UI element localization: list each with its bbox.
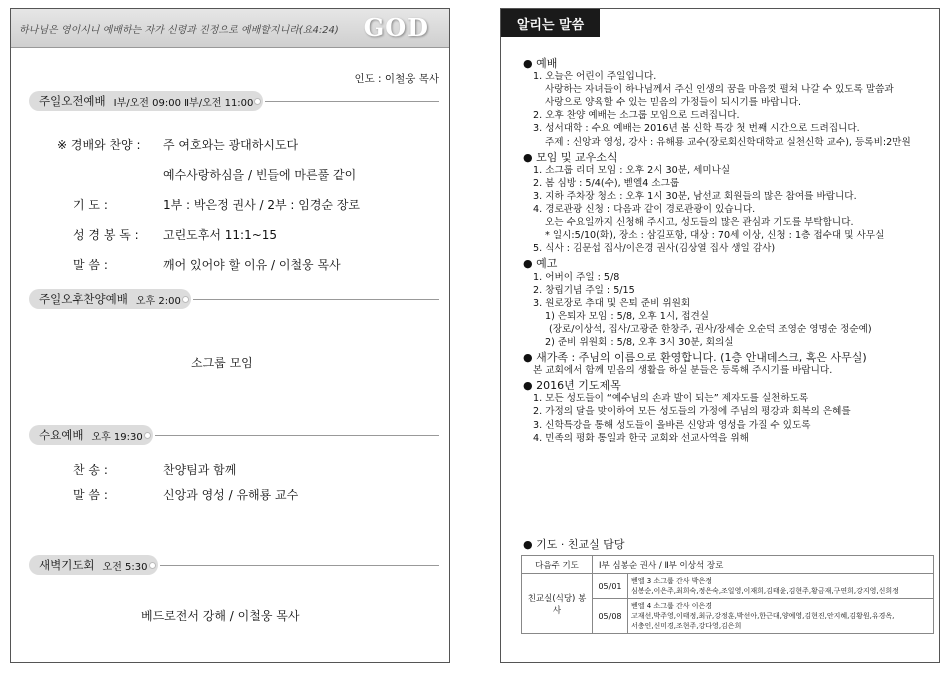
- table-head-label: 다음주 기도: [522, 556, 593, 574]
- morning-row-sermon: 말 씀 : 깨어 있어야 할 이유 / 이철웅 목사: [73, 258, 341, 272]
- morning-row-scripture: 성 경 봉 독 : 고린도후서 11:1~15: [73, 228, 278, 242]
- wednesday-row-sermon: 말 씀 : 신앙과 영성 / 유해룡 교수: [73, 488, 299, 502]
- god-logo: GOD: [363, 13, 429, 42]
- wednesday-time: 오후 19:30: [91, 431, 143, 443]
- morning-row-songs: 예수사랑하심을 / 빈들에 마른풀 같이: [163, 168, 357, 182]
- announcements-panel: [500, 8, 940, 663]
- leader-text: 인도 : 이철웅 목사: [354, 73, 439, 85]
- announcement-line: 사랑으로 양육할 수 있는 믿음의 가정들이 되시기를 바랍니다.: [545, 97, 802, 109]
- section-dawn-prayer: [29, 555, 439, 575]
- wednesday-row-hymn: 찬 송 : 찬양팀과 함께: [73, 463, 237, 477]
- announcement-line: 3. 원로장로 추대 및 은퇴 준비 위원회: [533, 297, 691, 309]
- wednesday-title: 수요예배: [39, 428, 84, 442]
- announcement-line: 4. 경로관광 신청 : 다음과 같이 경로관광이 있습니다.: [533, 204, 756, 216]
- entry-date: 05/08: [593, 599, 628, 634]
- banner-verse: 하나님은 영이시니 예배하는 자가 신령과 진정으로 예배할지니라(요4:24): [19, 25, 339, 36]
- announcement-heading: ● 모임 및 교우소식: [523, 150, 618, 164]
- announcement-line: 1. 어버이 주일 : 5/8: [533, 271, 620, 283]
- dawn-time: 오전 5:30: [102, 561, 148, 573]
- dawn-title: 새벽기도회: [39, 558, 95, 572]
- announcement-line: 4. 민족의 평화 통일과 한국 교회와 선교사역을 위해: [533, 432, 749, 444]
- dawn-body: 베드로전서 강해 / 이철웅 목사: [141, 609, 300, 623]
- announcement-line: 1. 소그룹 리더 모임 : 오후 2시 30분, 세미나실: [533, 164, 731, 176]
- announcement-line: 주제 : 신앙과 영성, 강사 : 유해룡 교수(장로회신학대학교 실천신학 교수), 등록비:2만원: [545, 136, 911, 148]
- morning-title: 주일오전예배: [39, 94, 106, 108]
- table-row: [522, 574, 934, 599]
- announcement-line: 2. 오후 찬양 예배는 소그룹 모임으로 드려집니다.: [533, 110, 740, 122]
- announcement-line: 1. 모든 성도들이 “예수님의 손과 발이 되는” 제자도를 실천하도록: [533, 393, 809, 405]
- announcement-heading: ● 예배: [523, 57, 558, 70]
- table-row-label: 친교실(식당) 봉사: [522, 574, 593, 634]
- prayer-duty-title: ● 기도 · 친교실 담당: [523, 538, 625, 551]
- announcement-line: 5. 식사 : 김문섭 집사/이은경 권사(김상열 집사 생일 감사): [533, 243, 776, 255]
- entry-detail: 벧엘 4 소그룹 간사 이은경 고재선,박주영,이태정,최규,강정훈,박선아,한근대,양예영,김현진,안지혜,김황원,유경옥, 서충인,신미경,조현주,강다영,김은희: [628, 599, 934, 634]
- announcement-line: 1) 은퇴자 모임 : 5/8, 오후 1시, 접견실: [545, 310, 710, 322]
- announcement-line: 2) 준비 위원회 : 5/8, 오후 3시 30분, 회의실: [545, 336, 734, 348]
- worship-order-panel: [10, 8, 450, 663]
- announcement-heading: ● 새가족 : 주님의 이름으로 환영합니다. (1층 안내데스크, 혹은 사무실): [523, 351, 867, 365]
- prayer-duty-table: [521, 555, 934, 634]
- announcement-line: 사랑하는 자녀들이 하나님께서 주신 인생의 꿈을 마음껏 펼쳐 나갈 수 있도록 말씀과: [545, 84, 894, 96]
- announcement-line: 3. 신학특강을 통해 성도들이 올바른 신앙과 영성을 가질 수 있도록: [533, 419, 811, 431]
- announcement-line: 2. 창립기념 주일 : 5/15: [533, 284, 635, 296]
- table-row: [522, 556, 934, 574]
- announcement-line: * 일시:5/10(화), 장소 : 삼길포항, 대상 : 70세 이상, 신청 : 1층 접수대 및 사무실: [545, 230, 885, 242]
- section-wednesday-worship: [29, 425, 439, 445]
- announcement-line: 본 교회에서 함께 믿음의 생활을 하실 분들은 등록해 주시기를 바랍니다.: [533, 365, 833, 377]
- afternoon-time: 오후 2:00: [135, 295, 181, 307]
- announcement-line: (장로/이상석, 집사/고광준 한창주, 권사/장세순 오순덕 조영순 영명순 정순예): [549, 323, 872, 335]
- announcements-header: 알리는 말씀: [501, 9, 600, 37]
- morning-time: Ⅰ부/오전 09:00 Ⅱ부/오전 11:00: [113, 97, 254, 109]
- announcement-line: 3. 성서대학 : 수요 예배는 2016년 봄 신학 특강 첫 번째 시간으로 드려집니다.: [533, 123, 860, 135]
- announcement-line: 1. 오늘은 어린이 주일입니다.: [533, 71, 657, 83]
- announcement-line: 2. 가정의 달을 맞이하여 모든 성도들의 가정에 주님의 평강과 회복의 은혜를: [533, 406, 851, 418]
- announcement-line: 오는 수요일까지 신청해 주시고, 성도들의 많은 관심과 기도를 부탁합니다.: [545, 217, 854, 229]
- morning-row-praise: ※ 경배와 찬양 : 주 여호와는 광대하시도다: [57, 138, 299, 152]
- announcements-body: [523, 55, 933, 445]
- announcement-line: 2. 봄 심방 : 5/4(수), 벧엘4 소그룹: [533, 177, 680, 189]
- afternoon-body: 소그룹 모임: [191, 356, 253, 370]
- table-head-value: Ⅰ부 심봉순 권사 / Ⅱ부 이상석 장로: [593, 556, 934, 574]
- entry-detail: 벧엘 3 소그룹 간사 박은정 심봉순,이은주,최희숙,정은숙,조일영,이재희,김태윤,김현주,황금재,구연희,강지영,신희정: [628, 574, 934, 599]
- announcement-line: 3. 지하 주차장 청소 : 오후 1시 30분, 남선교 회원들의 많은 참여를 바랍니다.: [533, 190, 857, 202]
- verse-banner: [11, 9, 449, 48]
- announcement-heading: ● 예고: [523, 257, 558, 271]
- announcement-heading: ● 2016년 기도제목: [523, 379, 621, 393]
- entry-date: 05/01: [593, 574, 628, 599]
- afternoon-title: 주일오후찬양예배: [39, 292, 128, 306]
- section-morning-worship: [29, 91, 439, 111]
- morning-row-prayer: 기 도 : 1부 : 박은정 권사 / 2부 : 임경순 장로: [73, 198, 361, 212]
- section-afternoon-worship: [29, 289, 439, 309]
